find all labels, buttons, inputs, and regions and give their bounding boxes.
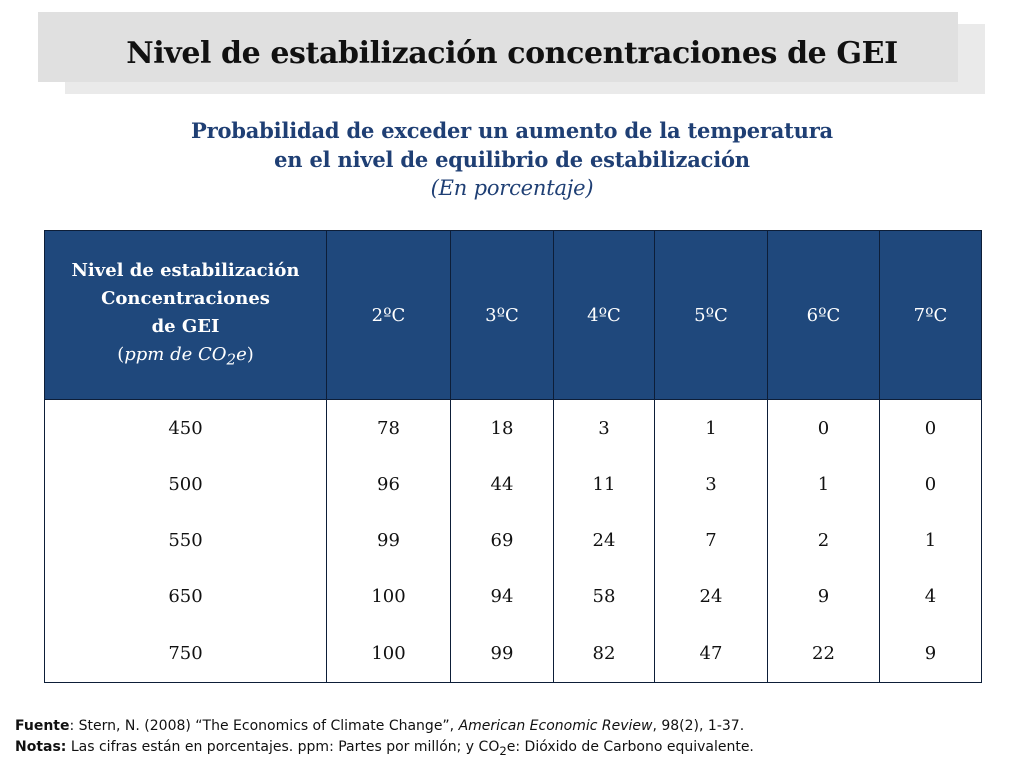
unit-open: ( xyxy=(117,343,125,365)
header-7c: 7ºC xyxy=(880,231,982,400)
page-title: Nivel de estabilización concentraciones de GEI xyxy=(126,35,898,71)
cell-value: 22 xyxy=(768,624,880,683)
caption-line-3: (En porcentaje) xyxy=(430,176,594,200)
header-3c: 3ºC xyxy=(451,231,554,400)
cell-value: 78 xyxy=(327,400,451,457)
cell-value: 7 xyxy=(655,512,768,568)
cell-value: 3 xyxy=(554,400,655,457)
title-banner xyxy=(38,12,958,82)
table-row xyxy=(45,512,982,568)
cell-value: 4 xyxy=(880,568,982,624)
cell-value: 9 xyxy=(880,624,982,683)
header-line-1: Nivel de estabilización xyxy=(71,259,300,281)
cell-value: 1 xyxy=(768,456,880,512)
header-stabilization-level xyxy=(45,231,327,400)
cell-value: 58 xyxy=(554,568,655,624)
cell-value: 94 xyxy=(451,568,554,624)
table-caption xyxy=(0,116,1024,203)
row-level: 750 xyxy=(45,624,327,683)
cell-value: 18 xyxy=(451,400,554,457)
source-text-1: : Stern, N. (2008) “The Economics of Climate Change”, xyxy=(69,718,459,734)
cell-value: 24 xyxy=(554,512,655,568)
unit-sub: 2 xyxy=(226,350,237,369)
source-label: Fuente xyxy=(15,718,70,734)
notes-text-1: Las cifras están en porcentajes. ppm: Partes por millón; y CO xyxy=(66,739,500,755)
cell-value: 0 xyxy=(880,456,982,512)
cell-value: 9 xyxy=(768,568,880,624)
table-row xyxy=(45,624,982,683)
header-6c: 6ºC xyxy=(768,231,880,400)
row-level: 500 xyxy=(45,456,327,512)
unit-close: ) xyxy=(246,343,254,365)
cell-value: 100 xyxy=(327,568,451,624)
notes-label: Notas: xyxy=(15,739,67,755)
header-line-3: de GEI xyxy=(151,315,220,337)
cell-value: 24 xyxy=(655,568,768,624)
cell-value: 96 xyxy=(327,456,451,512)
cell-value: 0 xyxy=(768,400,880,457)
cell-value: 82 xyxy=(554,624,655,683)
cell-value: 2 xyxy=(768,512,880,568)
cell-value: 99 xyxy=(327,512,451,568)
footnote-notes xyxy=(15,739,754,758)
row-level: 550 xyxy=(45,512,327,568)
cell-value: 11 xyxy=(554,456,655,512)
header-4c: 4ºC xyxy=(554,231,655,400)
row-level: 450 xyxy=(45,400,327,457)
table-row xyxy=(45,456,982,512)
notes-sub: 2 xyxy=(499,743,507,758)
source-text-2: , 98(2), 1-37. xyxy=(652,718,745,734)
cell-value: 99 xyxy=(451,624,554,683)
row-level: 650 xyxy=(45,568,327,624)
cell-value: 44 xyxy=(451,456,554,512)
unit-main: ppm de CO xyxy=(124,343,227,365)
cell-value: 3 xyxy=(655,456,768,512)
caption-line-1: Probabilidad de exceder un aumento de la temperatura xyxy=(191,118,833,143)
header-5c: 5ºC xyxy=(655,231,768,400)
unit-end: e xyxy=(236,343,247,365)
header-2c: 2ºC xyxy=(327,231,451,400)
source-journal: American Economic Review xyxy=(458,718,653,734)
cell-value: 0 xyxy=(880,400,982,457)
cell-value: 1 xyxy=(880,512,982,568)
probability-table xyxy=(44,230,982,683)
cell-value: 1 xyxy=(655,400,768,457)
cell-value: 47 xyxy=(655,624,768,683)
table-header-row xyxy=(45,231,982,400)
table-row xyxy=(45,568,982,624)
notes-text-2: e: Dióxido de Carbono equivalente. xyxy=(506,739,754,755)
footnote-source xyxy=(15,718,744,734)
caption-line-2: en el nivel de equilibrio de estabilización xyxy=(274,147,750,172)
header-line-2: Concentraciones xyxy=(101,287,270,309)
table-row xyxy=(45,400,982,457)
cell-value: 69 xyxy=(451,512,554,568)
header-unit xyxy=(45,341,326,374)
cell-value: 100 xyxy=(327,624,451,683)
